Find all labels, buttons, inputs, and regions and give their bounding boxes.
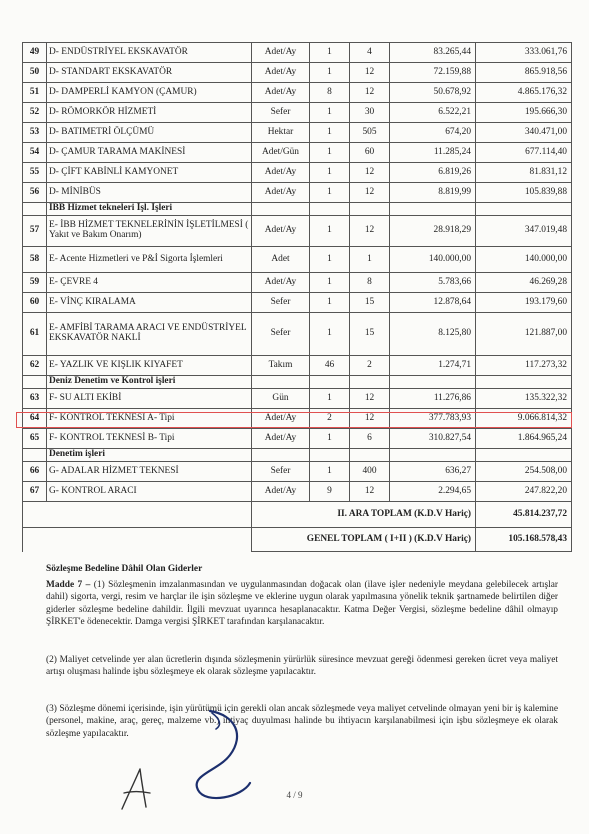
total-amount: 865.918,56 [476, 63, 572, 83]
item-description: D- ÇAMUR TARAMA MAKİNESİ [47, 143, 252, 163]
period: 12 [350, 63, 390, 83]
quantity: 1 [310, 216, 350, 247]
total-amount: 121.887,00 [476, 313, 572, 356]
total-amount: 46.269,28 [476, 273, 572, 293]
unit-price: 83.265,44 [390, 43, 476, 63]
quantity: 1 [310, 389, 350, 409]
unit-price: 11.276,86 [390, 389, 476, 409]
unit-price: 6.522,21 [390, 103, 476, 123]
total-amount: 105.839,88 [476, 183, 572, 203]
total-amount: 254.508,00 [476, 462, 572, 482]
unit: Adet/Ay [252, 429, 310, 449]
period: 15 [350, 293, 390, 313]
period: 60 [350, 143, 390, 163]
period: 12 [350, 216, 390, 247]
paragraph-1-text: (1) Sözleşmenin imzalanmasından ve uygulanmasından doğacak olan (ilave işler nedeniyle meydana gelebilecek artışlar dahil) sigorta, vergi, resim ve harçlar ile işin sözleşme ve eklerine uygun olarak yapılmasına yönelik teknik şartnamede belirtilen diğer giderler sözleşme bedeline dahildir. İlgili mevzuat uyarınca hesaplanacaktır. Katma Değer Vergisi, sözleşme bedeline dâhil olmayıp ŞİRKET'e ödenecektir. Damga vergisi ŞİRKET tarafından karşılanacaktır. [46, 580, 559, 627]
period: 12 [350, 482, 390, 502]
quantity: 1 [310, 273, 350, 293]
item-description: D- STANDART EKSKAVATÖR [47, 63, 252, 83]
total-amount: 340.471,00 [476, 123, 572, 143]
item-description: D- RÖMORKÖR HİZMETİ [47, 103, 252, 123]
unit: Sefer [252, 293, 310, 313]
paragraph-2: (2) Maliyet cetvelinde yer alan ücretlerin dışında sözleşmenin yürürlük süresince mevzuat gereği ödenmesi gereken ücret veya maliyet artışı oluşması halinde işbu sözleşmeye ek olarak sözleşme yapılacaktır. [46, 655, 558, 678]
unit: Adet/Ay [252, 482, 310, 502]
quantity: 1 [310, 313, 350, 356]
section-empty-cell [350, 203, 390, 216]
unit-price: 6.819,26 [390, 163, 476, 183]
quantity: 1 [310, 143, 350, 163]
unit-price: 5.783,66 [390, 273, 476, 293]
unit: Sefer [252, 103, 310, 123]
total-amount: 193.179,60 [476, 293, 572, 313]
period: 12 [350, 389, 390, 409]
table-row [23, 83, 572, 103]
unit-price: 12.878,64 [390, 293, 476, 313]
table-row [23, 43, 572, 63]
quantity: 46 [310, 356, 350, 376]
section-title: Denetim işleri [47, 449, 252, 462]
item-description: F- SU ALTI EKİBİ [47, 389, 252, 409]
unit-price: 140.000,00 [390, 247, 476, 273]
quantity: 1 [310, 247, 350, 273]
period: 2 [350, 356, 390, 376]
unit-price: 674,20 [390, 123, 476, 143]
item-description: D- DAMPERLİ KAMYON (ÇAMUR) [47, 83, 252, 103]
unit-price: 11.285,24 [390, 143, 476, 163]
unit: Adet [252, 247, 310, 273]
table-row [23, 293, 572, 313]
period: 12 [350, 83, 390, 103]
quantity: 1 [310, 462, 350, 482]
unit: Sefer [252, 462, 310, 482]
section-empty-cell [476, 376, 572, 389]
unit-price: 72.159,88 [390, 63, 476, 83]
table-row [23, 429, 572, 449]
total-amount: 1.864.965,24 [476, 429, 572, 449]
row-number: 62 [23, 356, 47, 376]
grand-total-label: GENEL TOPLAM ( I+II ) (K.D.V Hariç) [252, 528, 476, 552]
table-row [23, 356, 572, 376]
total-amount: 195.666,30 [476, 103, 572, 123]
total-amount: 81.831,12 [476, 163, 572, 183]
period: 30 [350, 103, 390, 123]
item-description: E- VİNÇ KIRALAMA [47, 293, 252, 313]
table-row [23, 409, 572, 429]
total-amount: 333.061,76 [476, 43, 572, 63]
quantity: 1 [310, 103, 350, 123]
unit: Gün [252, 389, 310, 409]
unit: Adet/Ay [252, 83, 310, 103]
page-number: 4 / 9 [286, 790, 303, 800]
table-row [23, 313, 572, 356]
row-number: 53 [23, 123, 47, 143]
section-row [23, 203, 572, 216]
unit: Hektar [252, 123, 310, 143]
unit: Adet/Ay [252, 183, 310, 203]
cost-table-body [23, 43, 572, 552]
period: 15 [350, 313, 390, 356]
quantity: 1 [310, 43, 350, 63]
table-row [23, 63, 572, 83]
item-description: G- KONTROL ARACI [47, 482, 252, 502]
subtotal-blank [23, 502, 252, 528]
section-empty-cell [390, 376, 476, 389]
table-row [23, 216, 572, 247]
item-description: D- ENDÜSTRİYEL EKSKAVATÖR [47, 43, 252, 63]
unit: Adet/Ay [252, 409, 310, 429]
row-number: 54 [23, 143, 47, 163]
total-amount: 4.865.176,32 [476, 83, 572, 103]
subtotal-label: II. ARA TOPLAM (K.D.V Hariç) [252, 502, 476, 528]
item-description: E- AMFİBİ TARAMA ARACI VE ENDÜSTRİYEL EKSKAVATÖR NAKLİ [47, 313, 252, 356]
period: 505 [350, 123, 390, 143]
unit-price: 310.827,54 [390, 429, 476, 449]
row-number: 58 [23, 247, 47, 273]
row-number: 59 [23, 273, 47, 293]
row-number: 50 [23, 63, 47, 83]
item-description: E- İBB HİZMET TEKNELERİNİN İŞLETİLMESİ ( Yakıt ve Bakım Onarım) [47, 216, 252, 247]
subtotal-value: 45.814.237,72 [476, 502, 572, 528]
section-empty-cell [252, 449, 310, 462]
total-amount: 677.114,40 [476, 143, 572, 163]
section-empty-cell [310, 376, 350, 389]
section-empty-cell [476, 449, 572, 462]
unit: Sefer [252, 313, 310, 356]
table-row [23, 389, 572, 409]
unit: Adet/Ay [252, 273, 310, 293]
unit: Takım [252, 356, 310, 376]
section-empty-cell [476, 203, 572, 216]
row-number: 52 [23, 103, 47, 123]
period: 12 [350, 163, 390, 183]
row-number: 64 [23, 409, 47, 429]
row-number: 55 [23, 163, 47, 183]
item-description: E- ÇEVRE 4 [47, 273, 252, 293]
grand-total-blank [23, 528, 252, 552]
item-description: F- KONTROL TEKNESİ B- Tipi [47, 429, 252, 449]
row-number: 61 [23, 313, 47, 356]
period: 8 [350, 273, 390, 293]
total-amount: 135.322,32 [476, 389, 572, 409]
item-description: E- Acente Hizmetleri ve P&İ Sigorta İşlemleri [47, 247, 252, 273]
subtotal-row [23, 502, 572, 528]
quantity: 2 [310, 409, 350, 429]
item-description: D- ÇİFT KABİNLİ KAMYONET [47, 163, 252, 183]
section-heading: Sözleşme Bedeline Dâhil Olan Giderler [46, 564, 203, 574]
section-empty-cell [252, 376, 310, 389]
unit: Adet/Ay [252, 216, 310, 247]
total-amount: 9.066.814,32 [476, 409, 572, 429]
total-amount: 140.000,00 [476, 247, 572, 273]
row-number: 49 [23, 43, 47, 63]
period: 4 [350, 43, 390, 63]
unit-price: 2.294,65 [390, 482, 476, 502]
item-description: D- BATIMETRİ ÖLÇÜMÜ [47, 123, 252, 143]
row-number: 51 [23, 83, 47, 103]
period: 1 [350, 247, 390, 273]
row-number: 57 [23, 216, 47, 247]
unit-price: 636,27 [390, 462, 476, 482]
table-row [23, 273, 572, 293]
item-description: G- ADALAR HİZMET TEKNESİ [47, 462, 252, 482]
table-row [23, 247, 572, 273]
section-number-cell [23, 376, 47, 389]
grand-total-value: 105.168.578,43 [476, 528, 572, 552]
quantity: 1 [310, 63, 350, 83]
section-empty-cell [310, 449, 350, 462]
quantity: 1 [310, 183, 350, 203]
unit-price: 8.125,80 [390, 313, 476, 356]
unit-price: 377.783,93 [390, 409, 476, 429]
table-row [23, 123, 572, 143]
section-row [23, 449, 572, 462]
period: 400 [350, 462, 390, 482]
cost-table [22, 42, 572, 552]
quantity: 9 [310, 482, 350, 502]
row-number: 56 [23, 183, 47, 203]
table-row [23, 103, 572, 123]
total-amount: 247.822,20 [476, 482, 572, 502]
item-description: F- KONTROL TEKNESİ A- Tipi [47, 409, 252, 429]
unit-price: 28.918,29 [390, 216, 476, 247]
row-number: 63 [23, 389, 47, 409]
unit: Adet/Gün [252, 143, 310, 163]
quantity: 1 [310, 123, 350, 143]
section-row [23, 376, 572, 389]
period: 6 [350, 429, 390, 449]
section-empty-cell [252, 203, 310, 216]
table-row [23, 163, 572, 183]
row-number: 66 [23, 462, 47, 482]
paragraph-3: (3) Sözleşme dönemi içerisinde, işin yürütümü için gerekli olan ancak sözleşmede veya maliyet cetvelinde olmayan yeni bir iş kalemine (personel, makine, araç, gereç, malzeme vb.) ihtiyaç duyulması halinde bu ihtiyacın karşılanabilmesi için işbu sözleşmeye ek olarak sözleşme yapılacaktır. [46, 704, 558, 739]
section-empty-cell [350, 449, 390, 462]
section-empty-cell [390, 203, 476, 216]
paragraph-madde-7 [46, 579, 558, 628]
section-number-cell [23, 449, 47, 462]
total-amount: 347.019,48 [476, 216, 572, 247]
row-number: 60 [23, 293, 47, 313]
item-description: D- MİNİBÜS [47, 183, 252, 203]
section-number-cell [23, 203, 47, 216]
unit-price: 1.274,71 [390, 356, 476, 376]
table-row [23, 143, 572, 163]
unit: Adet/Ay [252, 63, 310, 83]
section-empty-cell [390, 449, 476, 462]
grand-total-row [23, 528, 572, 552]
section-title: İBB Hizmet tekneleri İşl. İşleri [47, 203, 252, 216]
row-number: 65 [23, 429, 47, 449]
unit: Adet/Ay [252, 163, 310, 183]
unit-price: 8.819,99 [390, 183, 476, 203]
unit: Adet/Ay [252, 43, 310, 63]
section-title: Deniz Denetim ve Kontrol işleri [47, 376, 252, 389]
section-empty-cell [350, 376, 390, 389]
quantity: 1 [310, 429, 350, 449]
madde-title: Madde 7 – [46, 580, 91, 590]
period: 12 [350, 409, 390, 429]
section-empty-cell [310, 203, 350, 216]
period: 12 [350, 183, 390, 203]
quantity: 1 [310, 293, 350, 313]
quantity: 1 [310, 163, 350, 183]
table-row [23, 462, 572, 482]
quantity: 8 [310, 83, 350, 103]
unit-price: 50.678,92 [390, 83, 476, 103]
table-row [23, 183, 572, 203]
item-description: E- YAZLIK VE KIŞLIK KIYAFET [47, 356, 252, 376]
table-row [23, 482, 572, 502]
total-amount: 117.273,32 [476, 356, 572, 376]
row-number: 67 [23, 482, 47, 502]
